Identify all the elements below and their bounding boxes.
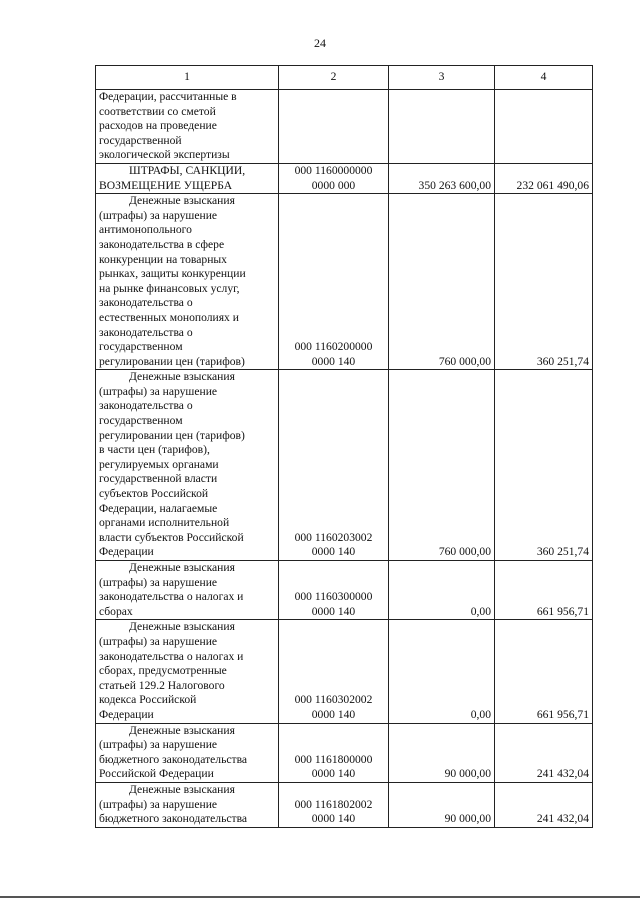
row-value-3-cell: 90 000,00 [389, 723, 495, 782]
budget-table [95, 65, 593, 828]
table-row [96, 163, 593, 193]
row-value-4-cell: 241 432,04 [495, 782, 593, 827]
row-name-cell: Денежные взыскания (штрафы) за нарушение законодательства о налогах и сборах, предусмотренные статьей 129.2 Налогового кодекса Российской Федерации [96, 620, 279, 723]
row-code-cell: 000 1161800000 0000 140 [279, 723, 389, 782]
row-value-3-cell: 760 000,00 [389, 194, 495, 370]
row-code-cell: 000 1161802002 0000 140 [279, 782, 389, 827]
row-code-cell: 000 1160000000 0000 000 [279, 163, 389, 193]
header-row [96, 66, 593, 90]
row-value-4-cell: 241 432,04 [495, 723, 593, 782]
table-row [96, 370, 593, 561]
row-value-3-cell: 0,00 [389, 620, 495, 723]
row-code-cell: 000 1160302002 0000 140 [279, 620, 389, 723]
row-code-cell [279, 90, 389, 164]
row-name-cell: Денежные взыскания (штрафы) за нарушение антимонопольного законодательства в сфере конкуренции на товарных рынках, защиты конкуренции на рынке финансовых услуг, законодательства о естественных монополиях и законодательства о государственном регулировании цен (тарифов) [96, 194, 279, 370]
column-header-1: 1 [96, 66, 279, 90]
table-row [96, 723, 593, 782]
table-row [96, 782, 593, 827]
footer-divider [0, 896, 640, 898]
row-value-3-cell [389, 90, 495, 164]
row-value-3-cell: 0,00 [389, 561, 495, 620]
row-value-3-cell: 90 000,00 [389, 782, 495, 827]
column-header-2: 2 [279, 66, 389, 90]
row-code-cell: 000 1160203002 0000 140 [279, 370, 389, 561]
page-number: 24 [314, 36, 326, 50]
row-value-4-cell: 360 251,74 [495, 370, 593, 561]
row-value-4-cell [495, 90, 593, 164]
row-value-4-cell: 232 061 490,06 [495, 163, 593, 193]
row-value-4-cell: 661 956,71 [495, 561, 593, 620]
column-header-4: 4 [495, 66, 593, 90]
row-name-cell: Денежные взыскания (штрафы) за нарушение бюджетного законодательства Российской Федерации [96, 723, 279, 782]
table-row [96, 561, 593, 620]
row-value-4-cell: 360 251,74 [495, 194, 593, 370]
row-name-cell: Денежные взыскания (штрафы) за нарушение законодательства о налогах и сборах [96, 561, 279, 620]
row-value-4-cell: 661 956,71 [495, 620, 593, 723]
row-name-cell: ШТРАФЫ, САНКЦИИ, ВОЗМЕЩЕНИЕ УЩЕРБА [96, 163, 279, 193]
row-name-cell: Денежные взыскания (штрафы) за нарушение законодательства о государственном регулировании цен (тарифов) в части цен (тарифов), регулируемых органами государственной власти субъектов Российской Федерации, налагаемые органами исполнительной власти субъектов Российской Федерации [96, 370, 279, 561]
column-header-3: 3 [389, 66, 495, 90]
table-row [96, 194, 593, 370]
row-code-cell: 000 1160200000 0000 140 [279, 194, 389, 370]
table-row [96, 620, 593, 723]
row-name-cell: Денежные взыскания (штрафы) за нарушение бюджетного законодательства [96, 782, 279, 827]
row-value-3-cell: 760 000,00 [389, 370, 495, 561]
table-row [96, 90, 593, 164]
row-code-cell: 000 1160300000 0000 140 [279, 561, 389, 620]
row-name-cell: Федерации, рассчитанные в соответствии со сметой расходов на проведение государственной экологической экспертизы [96, 90, 279, 164]
row-value-3-cell: 350 263 600,00 [389, 163, 495, 193]
